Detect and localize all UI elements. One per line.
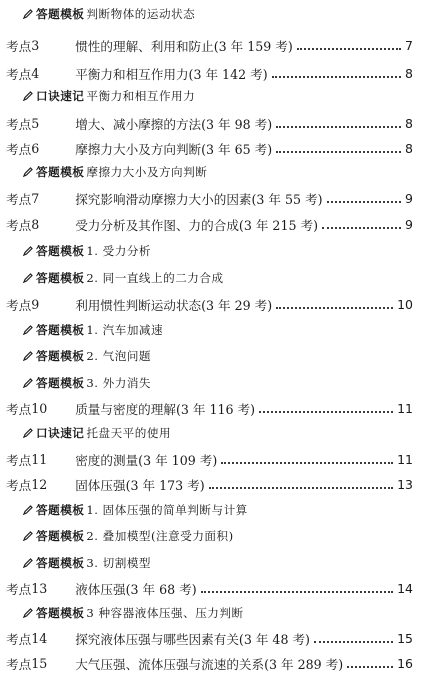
toc-entry[interactable] (0, 111, 427, 135)
toc-subentry (0, 84, 427, 108)
entry-number: 10 (31, 400, 48, 416)
subentry-title: 2. 气泡问题 (86, 349, 152, 363)
entry-number: 5 (31, 115, 40, 131)
subentry-label: 答题模板 (36, 556, 85, 570)
entry-title: 固体压强(3 年 173 考) (75, 477, 205, 493)
entry-number: 11 (31, 451, 48, 467)
subentry-label: 答题模板 (36, 323, 85, 337)
dot-leader (201, 579, 393, 593)
pen-icon (22, 557, 34, 569)
entry-title: 质量与密度的理解(3 年 116 考) (75, 401, 256, 417)
entry-number: 3 (31, 37, 40, 53)
toc-subentry (0, 266, 427, 290)
toc-entry[interactable] (0, 136, 427, 160)
subentry-label: 答题模板 (36, 244, 85, 258)
toc-entry[interactable] (0, 651, 427, 675)
toc-subentry (0, 421, 427, 445)
toc-entry[interactable] (0, 61, 427, 85)
entry-title: 受力分析及其作图、力的合成(3 年 215 考) (75, 217, 318, 233)
page-number: 15 (397, 630, 413, 646)
pen-icon (22, 377, 34, 389)
dot-leader (314, 629, 393, 643)
page-number: 8 (405, 115, 413, 131)
entry-title: 密度的测量(3 年 109 考) (75, 452, 218, 468)
page-number: 8 (405, 140, 413, 156)
toc-subentry (0, 498, 427, 522)
entry-title: 大气压强、流体压强与流速的关系(3 年 289 考) (75, 656, 344, 672)
pen-icon (22, 8, 34, 20)
pen-icon (22, 530, 34, 542)
subentry-title: 判断物体的运动状态 (86, 7, 196, 21)
entry-title: 增大、减小摩擦的方法(3 年 98 考) (75, 116, 273, 132)
toc-entry[interactable] (0, 472, 427, 496)
page-number: 7 (405, 37, 413, 53)
subentry-title: 托盘天平的使用 (86, 426, 172, 440)
toc-entry[interactable] (0, 576, 427, 600)
subentry-title: 3. 切割模型 (86, 556, 152, 570)
entry-prefix: 考点 (6, 66, 32, 82)
entry-prefix: 考点 (6, 191, 32, 207)
entry-prefix: 考点 (6, 297, 32, 313)
subentry-label: 口诀速记 (36, 89, 85, 103)
entry-number: 12 (31, 476, 48, 492)
pen-icon (22, 607, 34, 619)
pen-icon (22, 427, 34, 439)
entry-prefix: 考点 (6, 38, 32, 54)
toc-entry[interactable] (0, 292, 427, 316)
dot-leader (276, 295, 393, 309)
dot-leader (297, 36, 401, 50)
subentry-label: 答题模板 (36, 606, 85, 620)
entry-title: 利用惯性判断运动状态(3 年 29 考) (75, 297, 273, 313)
entry-prefix: 考点 (6, 401, 32, 417)
page-number: 8 (405, 65, 413, 81)
entry-prefix: 考点 (6, 141, 32, 157)
pen-icon (22, 90, 34, 102)
toc-subentry (0, 344, 427, 368)
page-number: 13 (397, 476, 413, 492)
entry-prefix: 考点 (6, 631, 32, 647)
subentry-title: 3 种容器液体压强、压力判断 (86, 606, 244, 620)
entry-title: 探究影响滑动摩擦力大小的因素(3 年 55 考) (75, 191, 323, 207)
page-number: 16 (397, 655, 413, 671)
entry-number: 13 (31, 580, 48, 596)
dot-leader (276, 139, 401, 153)
entry-title: 平衡力和相互作用力(3 年 142 考) (75, 66, 268, 82)
entry-prefix: 考点 (6, 217, 32, 233)
dot-leader (276, 114, 401, 128)
entry-title: 探究液体压强与哪些因素有关(3 年 48 考) (75, 631, 310, 647)
entry-prefix: 考点 (6, 581, 32, 597)
subentry-label: 答题模板 (36, 349, 85, 363)
entry-prefix: 考点 (6, 477, 32, 493)
entry-prefix: 考点 (6, 656, 32, 672)
page-number: 14 (397, 580, 413, 596)
entry-number: 15 (31, 655, 48, 671)
entry-number: 7 (31, 190, 40, 206)
subentry-label: 答题模板 (36, 376, 85, 390)
subentry-title: 2. 叠加模型(注意受力面积) (86, 529, 234, 543)
toc-entry[interactable] (0, 626, 427, 650)
toc-entry[interactable] (0, 396, 427, 420)
dot-leader (272, 64, 401, 78)
toc-subentry (0, 371, 427, 395)
toc-subentry (0, 2, 427, 26)
dot-leader (327, 189, 401, 203)
toc-entry[interactable] (0, 447, 427, 471)
dot-leader (221, 450, 393, 464)
page-number: 10 (397, 296, 413, 312)
entry-number: 14 (31, 630, 48, 646)
toc-subentry (0, 239, 427, 263)
entry-prefix: 考点 (6, 452, 32, 468)
subentry-label: 口诀速记 (36, 426, 85, 440)
dot-leader (347, 654, 393, 668)
toc-subentry (0, 601, 427, 625)
toc-subentry (0, 160, 427, 184)
subentry-title: 1. 受力分析 (86, 244, 152, 258)
toc-entry[interactable] (0, 33, 427, 57)
subentry-title: 平衡力和相互作用力 (86, 89, 196, 103)
toc-subentry (0, 318, 427, 342)
entry-title: 液体压强(3 年 68 考) (75, 581, 197, 597)
toc-entry[interactable] (0, 186, 427, 210)
subentry-title: 摩擦力大小及方向判断 (86, 165, 208, 179)
page-number: 11 (397, 400, 413, 416)
dot-leader (259, 399, 393, 413)
dot-leader (209, 475, 393, 489)
entry-title: 惯性的理解、利用和防止(3 年 159 考) (75, 38, 293, 54)
subentry-label: 答题模板 (36, 7, 85, 21)
dot-leader (322, 215, 401, 229)
subentry-title: 1. 固体压强的简单判断与计算 (86, 503, 248, 517)
pen-icon (22, 504, 34, 516)
entry-number: 4 (31, 65, 40, 81)
subentry-label: 答题模板 (36, 529, 85, 543)
pen-icon (22, 166, 34, 178)
pen-icon (22, 245, 34, 257)
page-number: 11 (397, 451, 413, 467)
pen-icon (22, 350, 34, 362)
subentry-title: 1. 汽车加减速 (86, 323, 164, 337)
subentry-title: 3. 外力消失 (86, 376, 152, 390)
subentry-title: 2. 同一直线上的二力合成 (86, 271, 224, 285)
pen-icon (22, 272, 34, 284)
subentry-label: 答题模板 (36, 503, 85, 517)
pen-icon (22, 324, 34, 336)
toc-subentry (0, 551, 427, 575)
toc-entry[interactable] (0, 212, 427, 236)
page-number: 9 (405, 190, 413, 206)
entry-number: 9 (31, 296, 40, 312)
entry-number: 8 (31, 216, 40, 232)
page-number: 9 (405, 216, 413, 232)
subentry-label: 答题模板 (36, 165, 85, 179)
entry-number: 6 (31, 140, 40, 156)
subentry-label: 答题模板 (36, 271, 85, 285)
entry-prefix: 考点 (6, 116, 32, 132)
toc-subentry (0, 524, 427, 548)
entry-title: 摩擦力大小及方向判断(3 年 65 考) (75, 141, 273, 157)
